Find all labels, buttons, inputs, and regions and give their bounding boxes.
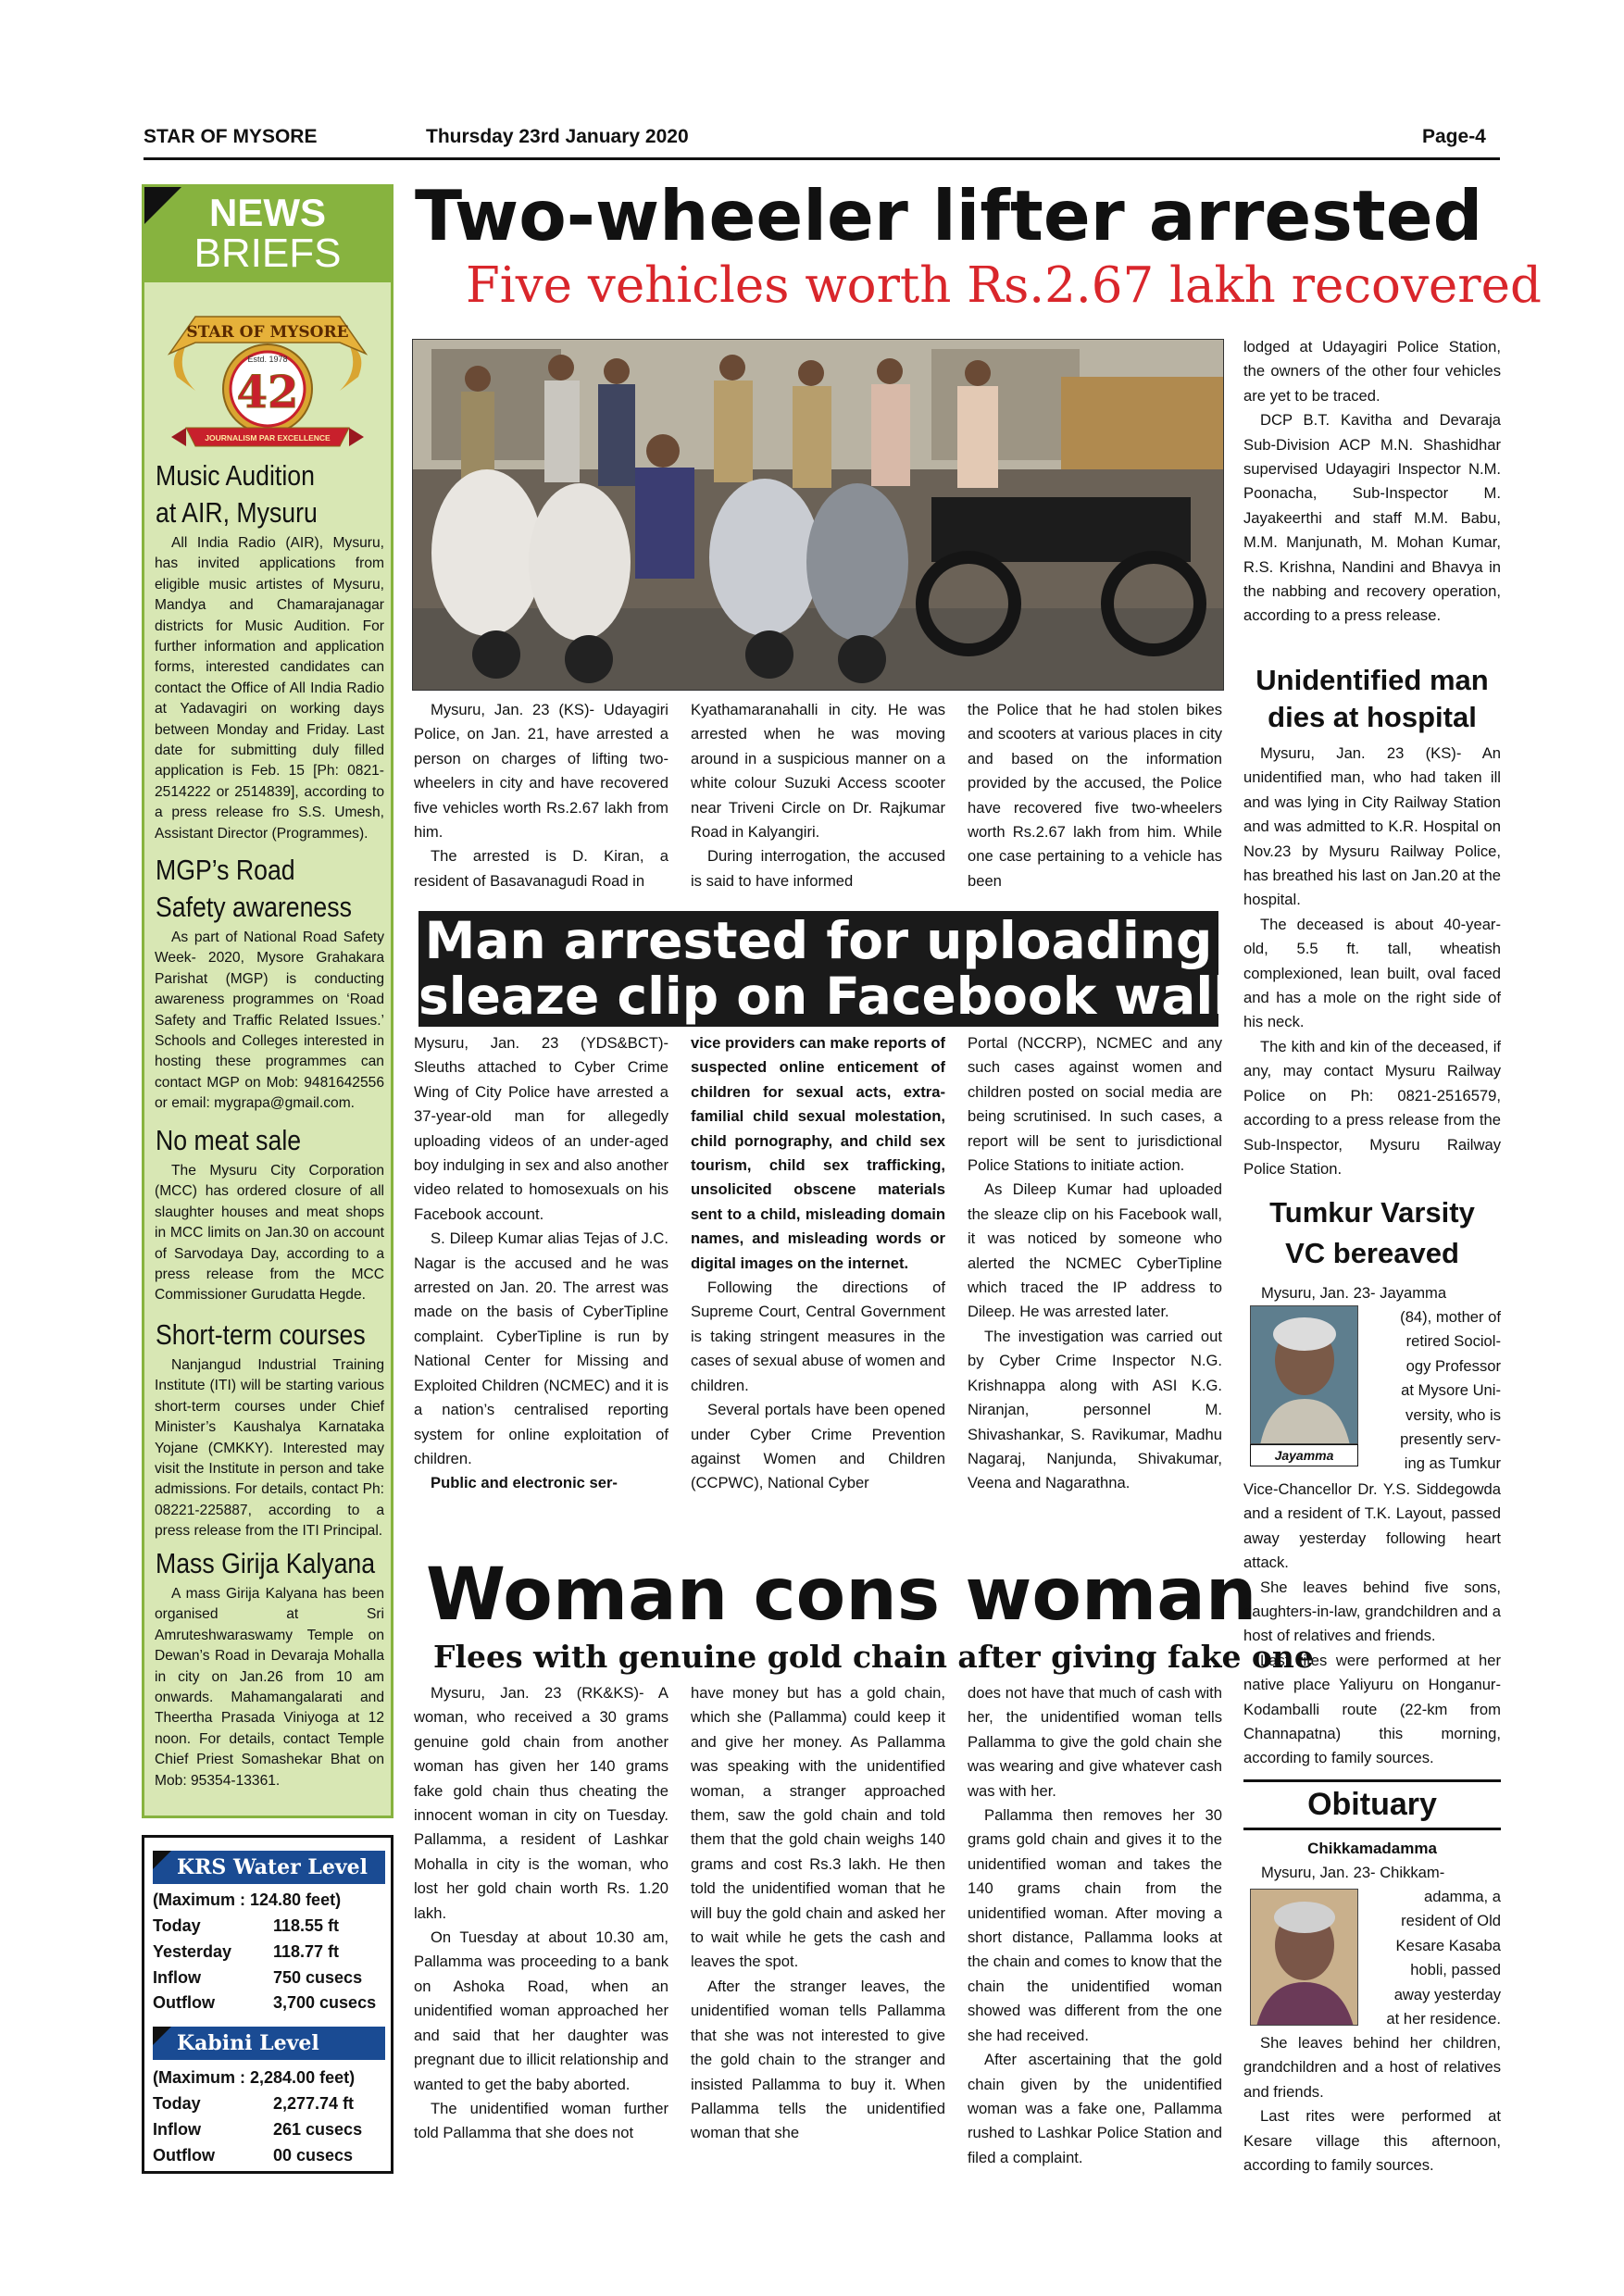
- story3-col2: [691, 1681, 945, 2200]
- story5-line: Mysuru, Jan. 23- Jayamma: [1261, 1284, 1447, 1302]
- story5-line: versity, who is: [1405, 1405, 1501, 1424]
- photo-police-vehicles-icon: [413, 340, 1224, 691]
- water-level-box: [142, 1835, 394, 2174]
- story2-para: Several portals have been opened under Cyber Crime Prevention against Women and Children (CCPWC), National Cyber: [691, 1401, 945, 1492]
- logo-number: 42: [236, 367, 299, 418]
- obituary-name: Chikkamadamma: [1307, 1840, 1437, 1857]
- story2-col3: [968, 1031, 1222, 1550]
- story5-body: [1243, 1478, 1501, 1774]
- kabini-title-band: [153, 2027, 385, 2060]
- story4-body: [1243, 742, 1501, 1186]
- story1-col4: [1243, 335, 1501, 650]
- brief-5-head: Mass Girija Kalyana: [156, 1547, 376, 1579]
- story4-para: The kith and kin of the deceased, if any, may contact Mysuru Railway Police on Ph: 0821-2516579, according to a press release from the Sub-Inspector, Mysuru Railway Police Station.: [1243, 1037, 1501, 1178]
- story2-para: Portal (NCCRP), NCMEC and any such cases against women and children posted on social media are being scrutinised. In such cases, a report will be sent to jurisdictional Police Stations to initiate action.: [968, 1034, 1222, 1175]
- story2-para: Mysuru, Jan. 23 (YDS&BCT)- Sleuths attached to Cyber Crime Wing of City Police have arrested a 37-year-old man for allegedly uploading videos of an under-aged boy indulging in sex and also another video related to homosexuals on his Facebook account.: [414, 1034, 668, 1223]
- krs-row: [153, 1914, 385, 1939]
- story1-para: the Police that he had stolen bikes and scooters at various places in city and based on the information provided by the accused, the Police have recovered five two-wheelers worth Rs.2.67 lakh from him. While one case pertaining to a vehicle has been: [968, 701, 1222, 890]
- kabini-row: [153, 2091, 385, 2116]
- obituary-line: resident of Old: [1401, 1912, 1501, 1930]
- story5-para: Vice-Chancellor Dr. Y.S. Siddegowda and a resident of T.K. Layout, passed away yesterday following heart attack.: [1243, 1480, 1501, 1572]
- krs-row-label: Today: [153, 1916, 201, 1935]
- story5-head-2: VC bereaved: [1285, 1237, 1459, 1269]
- obituary-line: Mysuru, Jan. 23- Chikkam-: [1261, 1864, 1445, 1881]
- obituary-line: hobli, passed: [1410, 1961, 1501, 1979]
- krs-max: (Maximum : 124.80 feet): [153, 1890, 342, 1909]
- kabini-row-label: Outflow: [153, 2146, 215, 2165]
- obituary-line: away yesterday: [1393, 1985, 1501, 2003]
- story1-headline: Two-wheeler lifter arrested: [415, 175, 1483, 256]
- kabini-row-label: Inflow: [153, 2120, 201, 2139]
- briefs-title-news: NEWS: [209, 191, 326, 234]
- brief-2-head-2: Safety awareness: [156, 891, 352, 923]
- obituary-header-box: [1243, 1779, 1501, 1830]
- brief-1-head-2: at AIR, Mysuru: [156, 496, 318, 529]
- story3-col3: [968, 1681, 1222, 2200]
- news-briefs: [142, 184, 394, 1818]
- story5-line: at Mysore Uni-: [1401, 1381, 1501, 1400]
- obituary-head: Obituary: [1307, 1787, 1437, 1822]
- story5-line: retired Sociol-: [1405, 1332, 1501, 1351]
- story4-para: The deceased is about 40-year-old, 5.5 ft. tall, wheatish complexioned, lean built, oval faced and has a mole on the right side of his neck.: [1243, 915, 1501, 1031]
- krs-row-value: 118.55 ft: [273, 1916, 340, 1935]
- obituary-line: Kesare Kasaba: [1395, 1936, 1501, 1954]
- brief-3-text: The Mysuru City Corporation (MCC) has ordered closure of all slaughter houses and meat shops in MCC limits on Jan.30 on account of Sarvodaya Day, according to a press release from the MCC Commissioner Gurudatta Hegde.: [155, 1163, 384, 1304]
- brief-4-head: Short-term courses: [156, 1318, 366, 1351]
- brief-4-text: Nanjangud Industrial Training Institute (ITI) will be starting various short-term courses under Chief Minister’s Kaushalya Karnataka Yojane (CMKKY). Interested may visit the Institute in person and take admissions. For details, contact Ph: 08221-225887, according to a press release from the ITI Principal.: [155, 1357, 384, 1540]
- svg-text:42: [237, 367, 299, 418]
- story1-col1: [414, 698, 668, 892]
- story3-headline: Woman cons woman: [426, 1554, 1257, 1637]
- story1-para: The arrested is D. Kiran, a resident of Basavanagudi Road in: [414, 847, 668, 890]
- story5-line: ing as Tumkur: [1404, 1454, 1501, 1473]
- story2-headline-2: sleaze clip on Facebook wall: [418, 967, 1231, 1026]
- krs-title: KRS Water Level: [177, 1855, 369, 1879]
- portrait-elderly-woman-icon: [1251, 1306, 1358, 1444]
- story3-para: have money but has a gold chain, which she (Pallamma) could keep it and give her money. As Pallamma was speaking with the unidentified woman, a stranger approached them, saw the gold chain and told them that the gold chain weighs 140 grams and cost Rs.3 lakh. He then told the unidentified woman that he will buy the gold chain and asked her to wait while he gets the cash and leaves the spot.: [691, 1684, 945, 1971]
- kabini-row-label: Today: [153, 2094, 201, 2113]
- kabini-max: (Maximum : 2,284.00 feet): [153, 2068, 356, 2087]
- obituary-para: She leaves behind her children, grandchildren and a host of relatives and friends.: [1243, 2034, 1501, 2101]
- story2-para: Public and electronic ser-: [431, 1474, 618, 1492]
- svg-text:JOURNALISM PAR EXCELLENCE: [205, 433, 331, 443]
- story1-col2: [691, 698, 945, 892]
- issue-date: Thursday 23rd January 2020: [426, 126, 689, 147]
- story3-para: The unidentified woman further told Pallamma that she does not: [414, 2099, 668, 2142]
- story1-para: lodged at Udayagiri Police Station, the owners of the other four vehicles are yet to be traced.: [1243, 338, 1501, 405]
- logo-text-top: STAR OF MYSORE: [186, 323, 349, 342]
- story2-para: S. Dileep Kumar alias Tejas of J.C. Nagar is the accused and he was arrested on Jan. 20. The arrest was made on the basis of CyberTipline complaint. CyberTipline is run by National Center for Missing and Exploited Children (NCMEC) and it is a nation’s centralised reporting system for online exploitation of children.: [414, 1229, 668, 1467]
- story1-para: During interrogation, the accused is said to have informed: [691, 847, 945, 890]
- story3-para: Mysuru, Jan. 23 (RK&KS)- A woman, who received a 30 grams genuine gold chain from another woman has given her 140 grams fake gold chain thus cheating the innocent woman in city on Tuesday. Pallamma, a resident of Lashkar Mohalla in city is the woman, who lost her gold chain worth Rs. 1.20 lakh.: [414, 1684, 668, 1922]
- krs-row: [153, 1965, 385, 1990]
- portrait-elderly-woman-icon: [1251, 1890, 1358, 2026]
- paper-name: STAR OF MYSORE: [144, 126, 318, 147]
- story5-head-1: Tumkur Varsity: [1269, 1196, 1475, 1229]
- svg-text:Estd. 1978: [247, 355, 287, 364]
- story1-col3: [968, 698, 1222, 892]
- logo-ribbon: JOURNALISM PAR EXCELLENCE: [205, 433, 331, 443]
- krs-row-value: 118.77 ft: [273, 1942, 340, 1961]
- story3-para: After the stranger leaves, the unidentified woman tells Pallamma that she was not interested to give the gold chain to the stranger and insisted Pallamma to buy it. When Pallamma tells the unidentified woman that she: [691, 1977, 945, 2142]
- arrest-photo: [412, 339, 1224, 691]
- story2-headline-1: Man arrested for uploading: [424, 911, 1213, 970]
- brief-2-head-1: MGP’s Road: [156, 854, 295, 886]
- story5-line: (84), mother of: [1400, 1308, 1501, 1326]
- krs-row-value: 3,700 cusecs: [273, 1993, 377, 2012]
- story5-para: Last rites were performed at her native place Yaliyuru on Honganur-Kodamballi route (22-km from Channapatna) this morning, according to family sources.: [1243, 1651, 1501, 1767]
- krs-title-band: [153, 1851, 385, 1884]
- photo-caption: Jayamma: [1250, 1444, 1358, 1466]
- story4-head-2: dies at hospital: [1268, 701, 1477, 733]
- krs-row-value: 750 cusecs: [273, 1968, 363, 1987]
- chikkamadamma-photo: [1250, 1889, 1358, 2026]
- brief-1-head-1: Music Audition: [156, 459, 315, 492]
- story2-para: As Dileep Kumar had uploaded the sleaze clip on his Facebook wall, it was noticed by someone who alerted the NCMEC CyberTipline which traced the IP address to Dileep. He was arrested later.: [968, 1180, 1222, 1321]
- krs-row-label: Yesterday: [153, 1942, 232, 1961]
- obituary-line: adamma, a: [1423, 1888, 1501, 1905]
- story2-col2: [691, 1031, 945, 1550]
- corner-triangle-icon: [153, 1851, 171, 1869]
- story5-line: ogy Professor: [1405, 1356, 1501, 1375]
- story3-para: After ascertaining that the gold chain given by the unidentified woman was a fake one, Pallamma rushed to Lashkar Police Station and filed a complaint.: [968, 2051, 1222, 2166]
- story5-para: She leaves behind five sons, daughters-in-law, grandchildren and a host of relatives and friends.: [1243, 1578, 1501, 1645]
- krs-row-label: Outflow: [153, 1993, 215, 2012]
- brief-2-text: As part of National Road Safety Week- 2020, Mysore Grahakara Parishat (MGP) is conducting awareness programmes on ‘Road Safety and Traffic Related Issues.’ Schools and Colleges interested in hosting these programmes can contact MGP on Mob: 9481642556 or email: mygrapa@gmail.com.: [155, 930, 384, 1112]
- story2-para: Following the directions of Supreme Court, Central Government is taking stringent measures in the cases of sexual abuse of women and children.: [691, 1279, 945, 1394]
- corner-triangle-icon: [144, 187, 181, 224]
- brief-3-head: No meat sale: [156, 1124, 302, 1156]
- story5-line: presently serv-: [1400, 1430, 1501, 1449]
- brief-1-text: All India Radio (AIR), Mysuru, has invited applications from eligible music artistes of Mysuru, Mandya and Chamarajanagar districts for Music Audition. For further information and application forms, interested candidates can contact the Office of All India Radio at Yadavagiri on working days between Monday and Friday. Last date for submitting duly filled application is Feb. 15 [Ph: 0821-2514222 or 2514839], according to a press release fro S.S. Umesh, Assistant Director (Programmes).: [155, 535, 384, 842]
- kabini-row-value: 00 cusecs: [273, 2146, 354, 2165]
- story3-para: On Tuesday at about 10.30 am, Pallamma was proceeding to a bank on Ashoka Road, when an unidentified woman approached her and said that her daughter was pregnant due to illicit relationship and wanted to get the baby aborted.: [414, 1928, 668, 2093]
- story3-col1: [414, 1681, 668, 2200]
- story4-para: Mysuru, Jan. 23 (KS)- An unidentified man, who had taken ill and was lying in City Railway Station and was admitted to K.R. Hospital on Nov.23 by Mysuru Railway Police, has breathed his last on Jan.20 at the hospital.: [1243, 744, 1501, 909]
- story3-para: does not have that much of cash with her, the unidentified woman tells Pallamma to give the gold chain she was wearing and give whatever cash was with her.: [968, 1684, 1222, 1800]
- corner-triangle-icon: [153, 2027, 171, 2045]
- story1-para: Mysuru, Jan. 23 (KS)- Udayagiri Police, on Jan. 21, have arrested a person on charges of lifting two-wheelers in city and have recovered five vehicles worth Rs.2.67 lakh from him.: [414, 701, 668, 842]
- masthead-rule: [144, 157, 1500, 160]
- jayamma-photo: [1250, 1305, 1358, 1444]
- story3-subhead: Flees with genuine gold chain after giving fake one: [433, 1639, 1314, 1675]
- kabini-row-value: 2,277.74 ft: [273, 2094, 355, 2113]
- kabini-row-value: 261 cusecs: [273, 2120, 363, 2139]
- kabini-title: Kabini Level: [177, 2031, 319, 2055]
- story2-col1: [414, 1031, 668, 1550]
- krs-row: [153, 1940, 385, 1965]
- story3-para: Pallamma then removes her 30 grams gold chain and gives it to the unidentified woman and takes the 140 grams chain from the unidentified woman. After moving a short distance, Pallamma looks at the chain and comes to know that the chain the unidentified woman showed was different from the one she had received.: [968, 1806, 1222, 2044]
- story1-subhead: Five vehicles worth Rs.2.67 lakh recovered: [466, 257, 1542, 314]
- page-number: Page-4: [1422, 126, 1486, 147]
- story4-head-1: Unidentified man: [1255, 664, 1489, 696]
- krs-row: [153, 1990, 385, 2015]
- story1-para: Kyathamaranahalli in city. He was arrested when he was moving around in a suspicious manner on a white colour Suzuki Access scooter near Triveni Circle on Dr. Rajkumar Road in Kalyangiri.: [691, 701, 945, 842]
- obituary-line: at her residence.: [1386, 2010, 1501, 2028]
- logo-estd: Estd. 1978: [247, 355, 288, 364]
- obituary-body: [1243, 2031, 1501, 2189]
- kabini-row: [153, 2143, 385, 2168]
- obituary-wrap: [1367, 1885, 1501, 2038]
- krs-row-label: Inflow: [153, 1968, 201, 1987]
- brief-5-text: A mass Girija Kalyana has been organised at Sri Amruteshwaraswamy Temple on Dewan’s Road in Devaraja Mohalla in city on Jan.26 from 10 am onwards. Mahamangalarati and Theertha Prasada Viniyoga at 12 noon. For details, contact Temple Chief Priest Somashekar Bhat on Mob: 95354-13361.: [155, 1586, 384, 1789]
- story1-para: DCP B.T. Kavitha and Devaraja Sub-Division ACP M.N. Shashidhar supervised Udayagiri Inspector N.M. Poonacha, Sub-Inspector M. Jayakeerthi and staff M.M. Babu, M.M. Manjunath, M. Mohan Kumar, R.S. Krishna, Nandini and Bhavya in the nabbing and recovery operation, according to a press release.: [1243, 411, 1501, 625]
- kabini-row: [153, 2117, 385, 2142]
- obituary-para: Last rites were performed at Kesare village this afternoon, according to family sources.: [1243, 2107, 1501, 2175]
- anniversary-logo-icon: [158, 289, 377, 460]
- briefs-title-briefs: BRIEFS: [194, 231, 342, 276]
- story2-headline-block: [418, 911, 1231, 1027]
- story2-para: vice providers can make reports of suspected online enticement of children for sexual acts, extra-familial child sexual molestation, child pornography, and child sex tourism, child sex trafficking, unsolicited obscene materials sent to a child, misleading domain names, and misleading words or digital images on the internet.: [691, 1034, 945, 1272]
- story2-para: The investigation was carried out by Cyber Crime Inspector N.G. Krishnappa along with ASI K.G. Niranjan, personnel M. Shivashankar, S. Ravikumar, Madhu Nagaraj, Nanjunda, Shivakumar, Veena and Nagarathna.: [968, 1327, 1222, 1492]
